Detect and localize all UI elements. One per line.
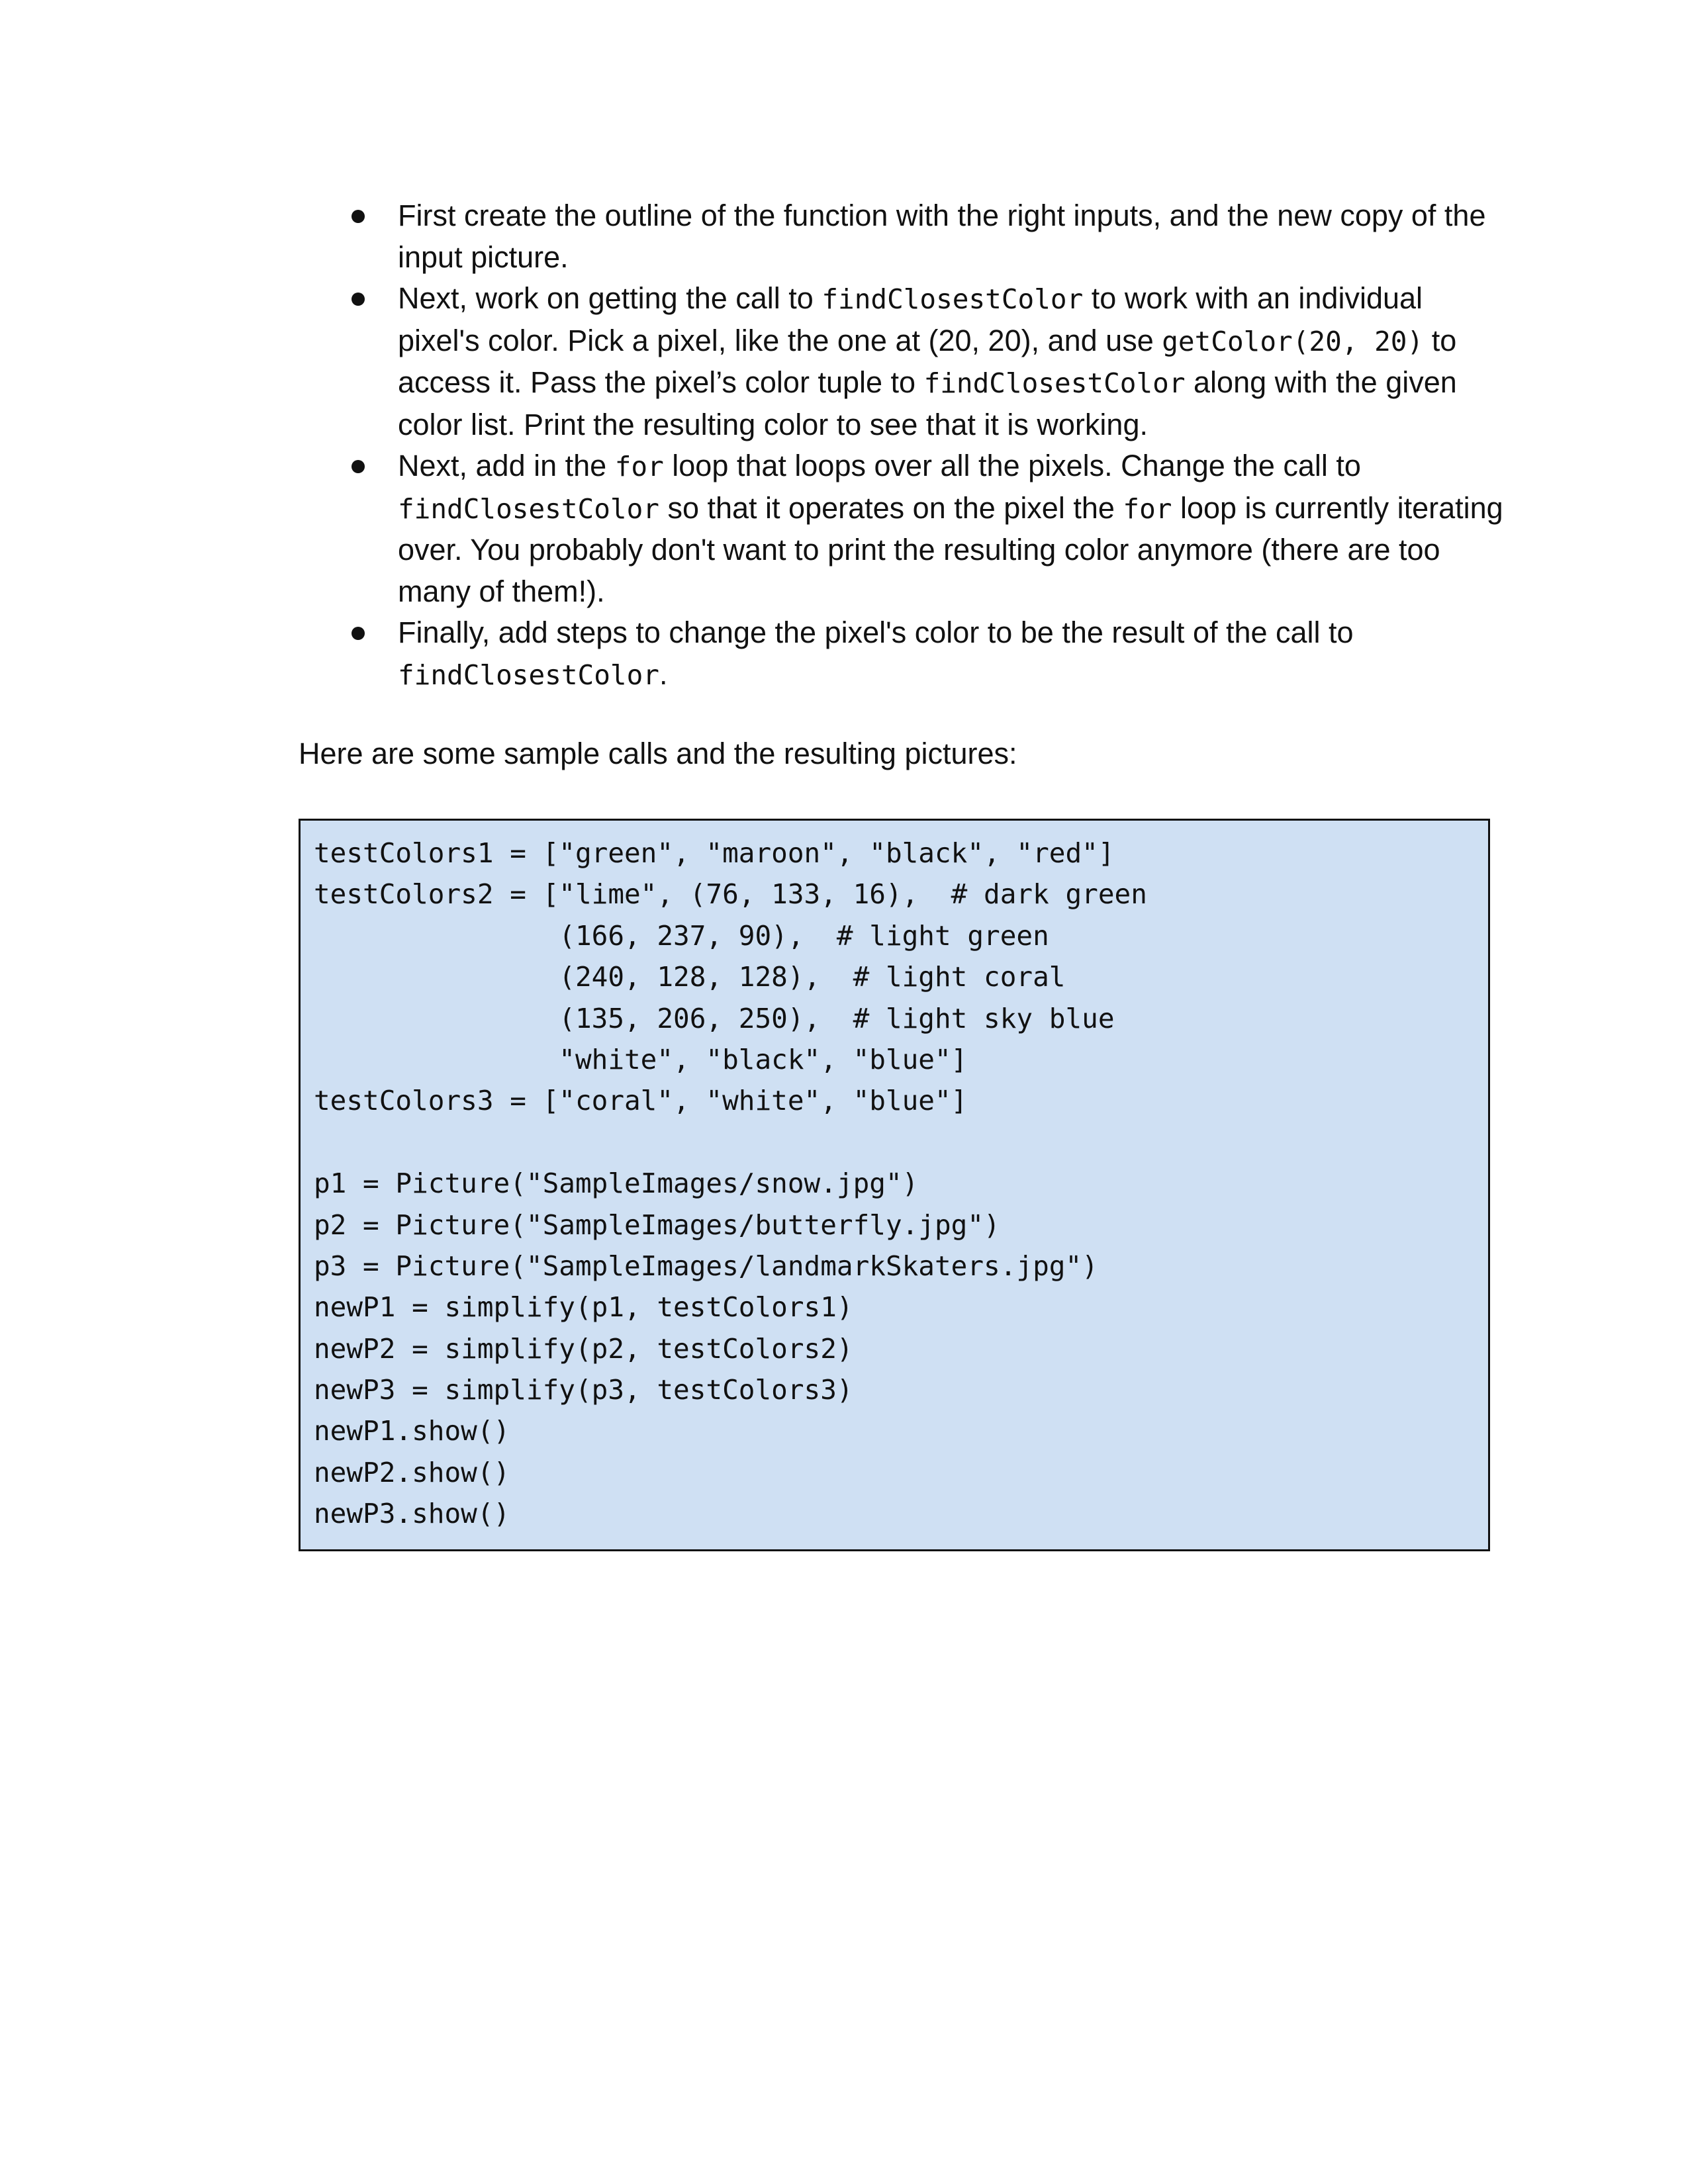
bullet-dot: [352, 460, 365, 473]
code-line: (135, 206, 250), # light sky blue: [314, 1002, 1115, 1034]
instruction-text: Next, add in the: [398, 449, 615, 482]
inline-code: for: [1123, 492, 1172, 525]
bullet-dot: [352, 210, 365, 223]
code-block: [314, 833, 1147, 1535]
instruction-text: to access it. Pass the pixel’s color tuple to: [398, 323, 1457, 399]
instruction-text: First create the outline of the function with the right inputs, and the new copy of the input picture.: [398, 199, 1486, 274]
instruction-text: along with the given color list. Print the resulting color to see that it is working.: [398, 365, 1457, 441]
code-sample-box: [299, 819, 1490, 1551]
instruction-item: [299, 612, 1503, 696]
inline-code: getColor(20, 20): [1162, 325, 1424, 357]
inline-code: for: [614, 451, 664, 482]
instruction-text: loop is currently iterating over. You probably don't want to print the resulting color anymore (there are too many of them!).: [398, 490, 1503, 608]
inline-code: findClosestColor: [821, 283, 1084, 315]
code-line: p1 = Picture("SampleImages/snow.jpg"): [314, 1167, 919, 1200]
instruction-item: [299, 445, 1503, 612]
instruction-text: so that it operates on the pixel the: [659, 490, 1123, 525]
bullet-dot: [352, 627, 365, 640]
code-line: newP1 = simplify(p1, testColors1): [314, 1291, 853, 1324]
code-line: (166, 237, 90), # light green: [314, 919, 1049, 952]
code-line: newP3.show(): [314, 1498, 510, 1530]
code-line: testColors1 = ["green", "maroon", "black", "red"]: [314, 837, 1115, 869]
instruction-list: [299, 195, 1503, 696]
instruction-item: [299, 278, 1503, 445]
code-line: [314, 1122, 1147, 1163]
instruction-text: Next, work on getting the call to: [398, 281, 822, 315]
instruction-text: to work with an individual pixel's color. Pick a pixel, like the one at (20, 20), and use: [398, 281, 1423, 357]
code-line: p3 = Picture("SampleImages/landmarkSkaters.jpg"): [314, 1250, 1098, 1282]
code-line: testColors3 = ["coral", "white", "blue"]: [314, 1085, 968, 1117]
instruction-item: [299, 195, 1503, 278]
sample-calls-intro: Here are some sample calls and the resulting pictures:: [299, 737, 1017, 770]
code-line: testColors2 = ["lime", (76, 133, 16), # dark green: [314, 878, 1147, 911]
code-line: newP3 = simplify(p3, testColors3): [314, 1374, 853, 1406]
inline-code: findClosestColor: [398, 492, 659, 525]
code-line: (240, 128, 128), # light coral: [314, 961, 1066, 993]
code-line: newP2.show(): [314, 1456, 510, 1488]
instruction-text: loop that loops over all the pixels. Change the call to: [663, 449, 1361, 482]
code-line: "white", "black", "blue"]: [314, 1043, 968, 1075]
instruction-text: .: [659, 657, 668, 691]
bullet-dot: [352, 293, 365, 306]
inline-code: findClosestColor: [923, 367, 1186, 399]
code-line: p2 = Picture("SampleImages/butterfly.jpg"): [314, 1208, 1000, 1241]
instruction-text: Finally, add steps to change the pixel's color to be the result of the call to: [398, 615, 1354, 649]
inline-code: findClosestColor: [398, 659, 659, 691]
code-line: newP2 = simplify(p2, testColors2): [314, 1332, 853, 1365]
code-line: newP1.show(): [314, 1415, 510, 1447]
